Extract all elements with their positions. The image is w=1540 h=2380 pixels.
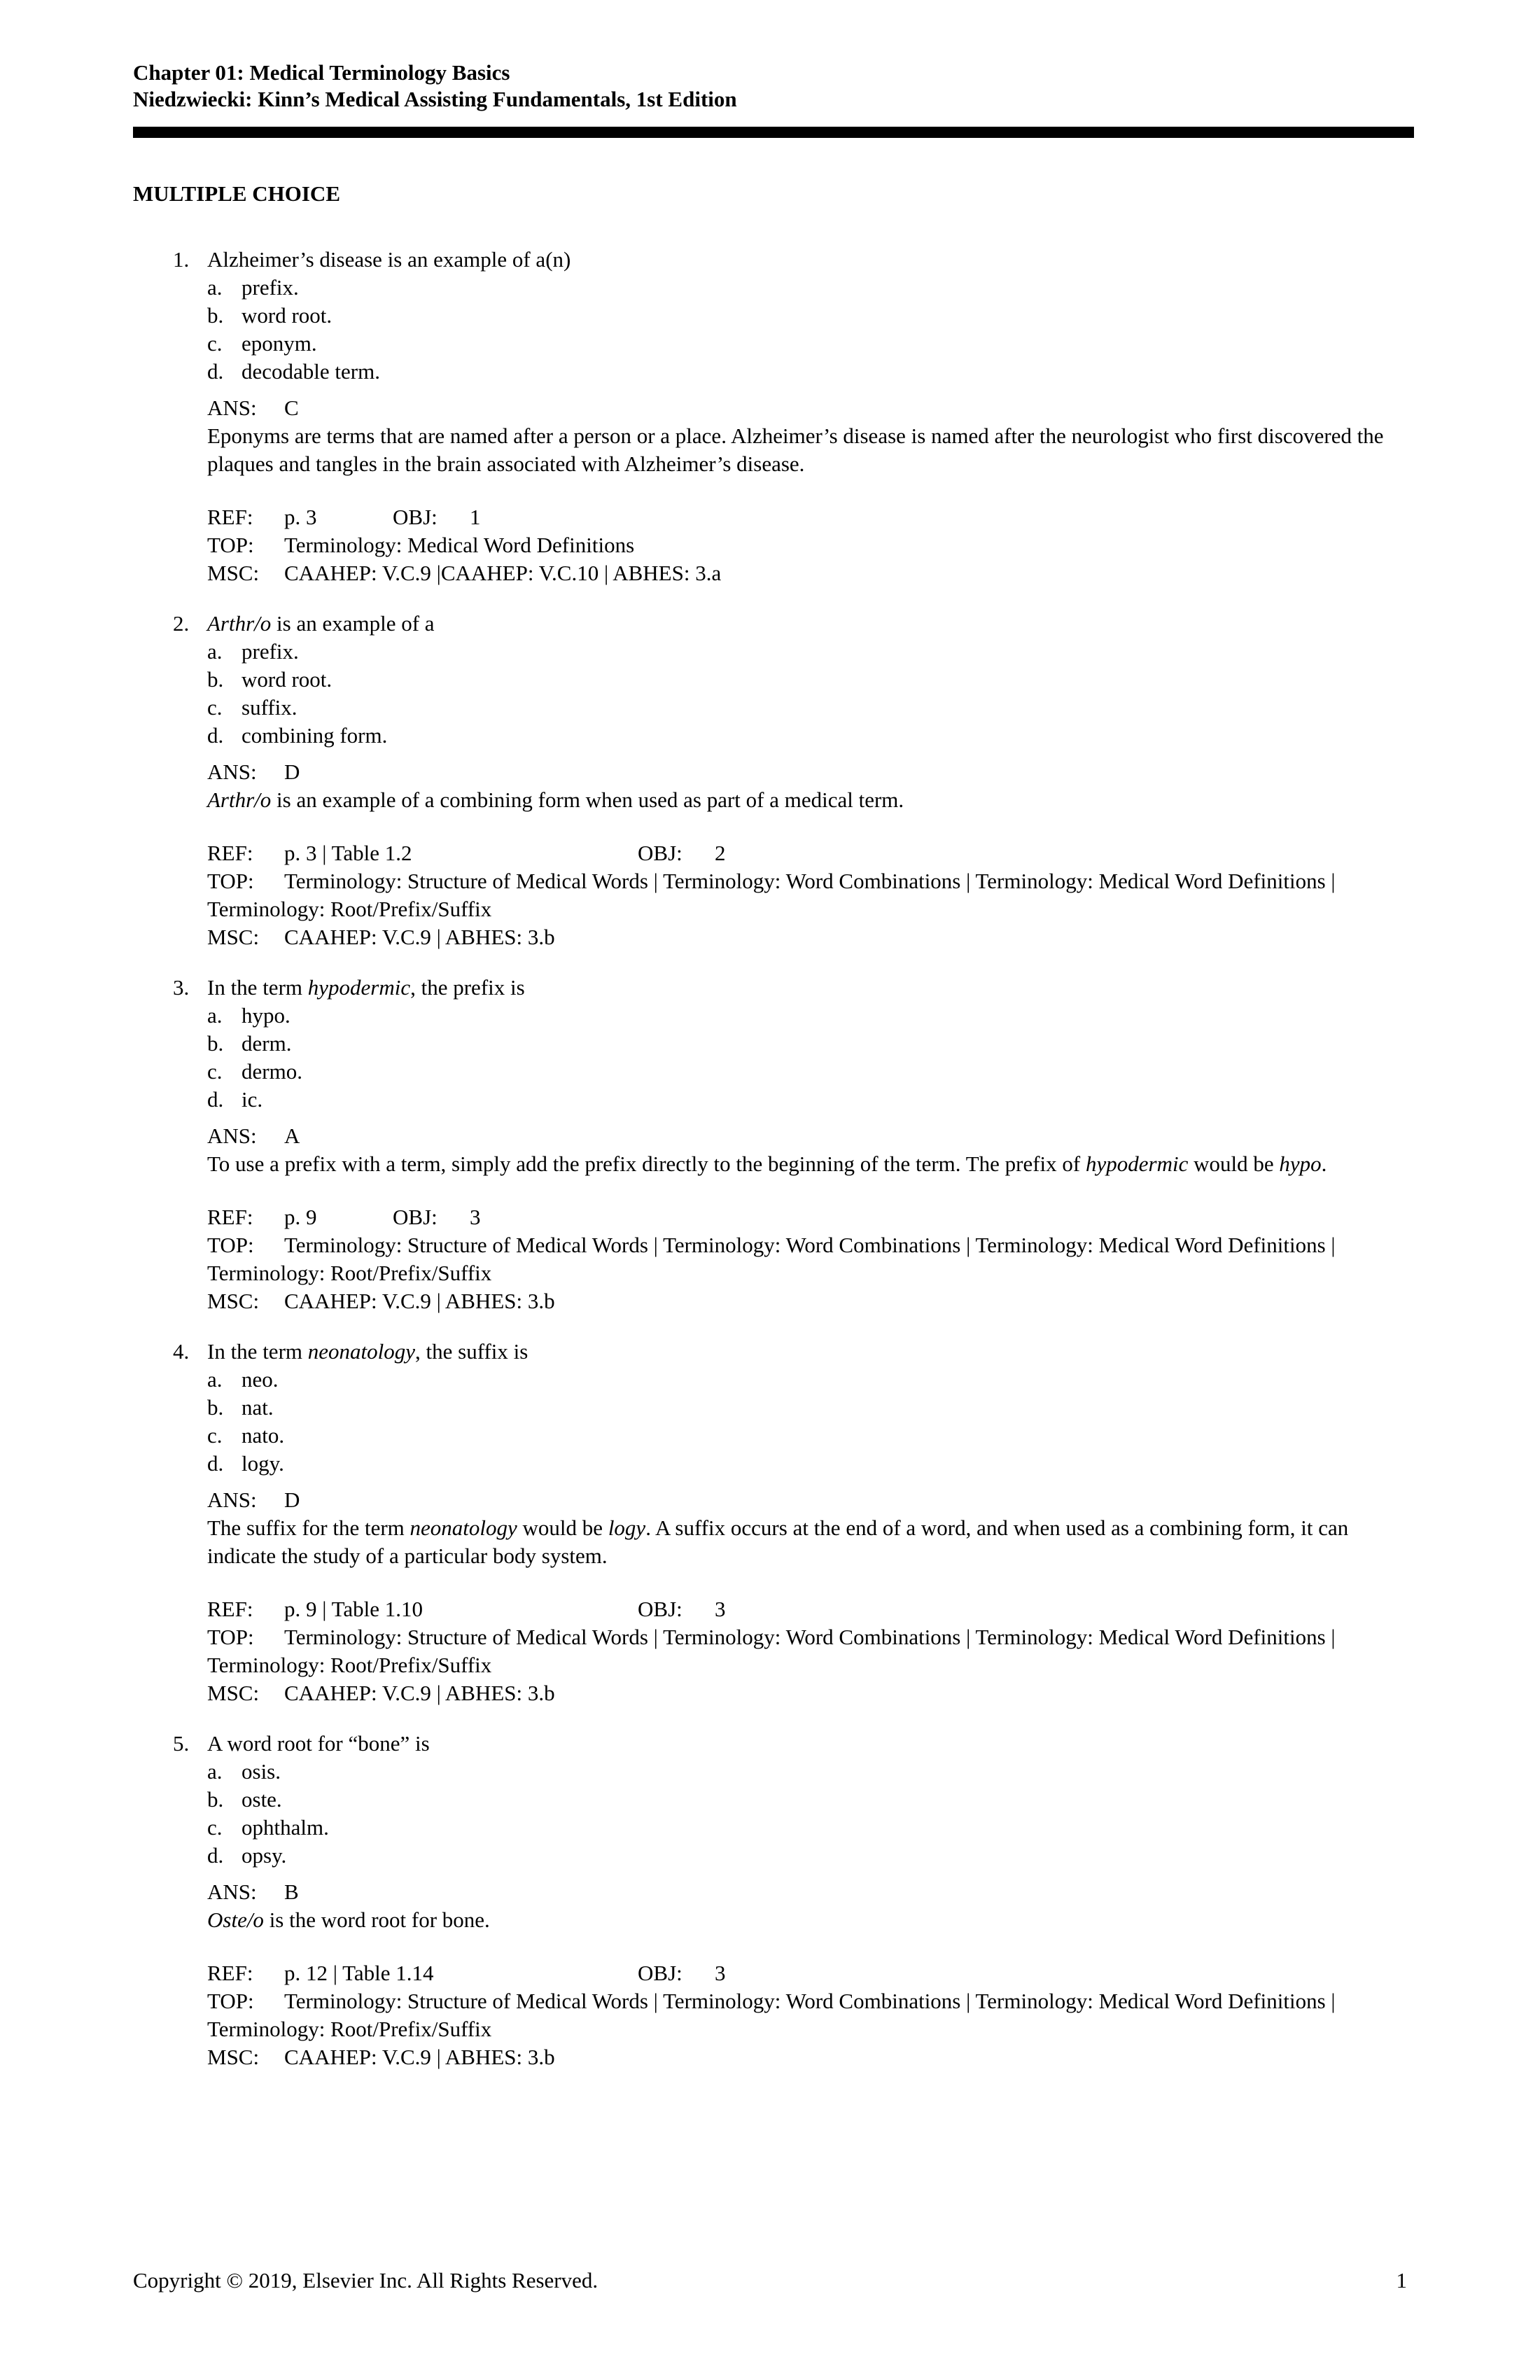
- answer-label: ANS:: [207, 1488, 257, 1512]
- option-letter: a.: [207, 1759, 223, 1784]
- ref-row: [207, 1595, 1414, 1623]
- question-stem-row: [133, 610, 1414, 638]
- section-title: MULTIPLE CHOICE: [133, 181, 340, 206]
- answer-label: ANS:: [207, 760, 257, 784]
- option-row: [133, 638, 1414, 666]
- feedback-text: Eponyms are terms that are named after a person or a place. Alzheimer’s disease is named after the neurologist who first discovered the plaques and tangles in the brain associated with Alzheimer’s disease.: [207, 424, 1384, 476]
- option-letter: d.: [207, 1451, 224, 1476]
- ref-label: REF:: [207, 1961, 253, 1985]
- ref-label: REF:: [207, 841, 253, 865]
- option-letter: d.: [207, 723, 224, 748]
- question-number: 3.: [173, 975, 190, 1000]
- option-row: [133, 1058, 1414, 1086]
- option-text: decodable term.: [241, 359, 380, 384]
- ref-label: REF:: [207, 1597, 253, 1621]
- option-text: prefix.: [241, 275, 299, 300]
- question-stem: In the term hypodermic, the prefix is: [207, 975, 525, 1000]
- answer-row: [207, 1122, 1414, 1150]
- question-number: 5.: [173, 1731, 190, 1756]
- obj-label: OBJ:: [638, 1961, 682, 1985]
- obj-label: OBJ:: [638, 1597, 682, 1621]
- header-title: Chapter 01: Medical Terminology Basics: [133, 60, 510, 85]
- option-text: dermo.: [241, 1059, 302, 1084]
- option-row: [133, 694, 1414, 722]
- option-letter: a.: [207, 1367, 223, 1392]
- question-5: [133, 1730, 1414, 2071]
- answer-value: D: [284, 1488, 300, 1512]
- option-letter: c.: [207, 695, 223, 720]
- question-3: [133, 974, 1414, 1315]
- msc-value: CAAHEP: V.C.9 | ABHES: 3.b: [284, 1289, 555, 1313]
- option-row: [133, 1422, 1414, 1450]
- obj-label: OBJ:: [638, 841, 682, 865]
- top-row: [207, 1231, 1414, 1287]
- option-text: hypo.: [241, 1003, 290, 1028]
- option-text: combining form.: [241, 723, 388, 748]
- feedback-text: Arthr/o is an example of a combining form when used as part of a medical term.: [207, 788, 904, 812]
- ref-row: [207, 503, 1414, 531]
- obj-value: 3: [715, 1961, 726, 1985]
- question-number: 2.: [173, 611, 190, 636]
- question-1: [133, 246, 1414, 587]
- answer-value: C: [284, 396, 299, 420]
- question-stem: In the term neonatology, the suffix is: [207, 1339, 528, 1364]
- top-label: TOP:: [207, 1989, 254, 2013]
- feedback-text: Oste/o is the word root for bone.: [207, 1907, 490, 1932]
- ref-row: [207, 839, 1414, 867]
- option-row: [133, 1814, 1414, 1842]
- question-stem: Alzheimer’s disease is an example of a(n): [207, 247, 571, 272]
- top-label: TOP:: [207, 1625, 254, 1649]
- answer-label: ANS:: [207, 396, 257, 420]
- option-row: [133, 1758, 1414, 1786]
- msc-row: [207, 2043, 1414, 2071]
- option-letter: a.: [207, 1003, 223, 1028]
- option-row: [133, 1086, 1414, 1114]
- obj-value: 2: [715, 841, 726, 865]
- msc-row: [207, 559, 1414, 587]
- question-stem: Arthr/o is an example of a: [207, 611, 435, 636]
- question-stem-row: [133, 1730, 1414, 1758]
- msc-label: MSC:: [207, 1681, 260, 1705]
- option-text: oste.: [241, 1787, 282, 1812]
- ref-row: [207, 1959, 1414, 1987]
- question-number: 1.: [173, 247, 190, 272]
- answer-row: [207, 1878, 1414, 1906]
- option-text: ophthalm.: [241, 1815, 329, 1840]
- option-letter: b.: [207, 303, 224, 328]
- question-number: 4.: [173, 1339, 190, 1364]
- top-row: [207, 531, 1414, 559]
- msc-row: [207, 1679, 1414, 1707]
- answer-row: [207, 1486, 1414, 1514]
- footer-copyright: Copyright © 2019, Elsevier Inc. All Rights Reserved.: [133, 2268, 598, 2292]
- option-row: [133, 1394, 1414, 1422]
- top-label: TOP:: [207, 1233, 254, 1257]
- top-value: Terminology: Medical Word Definitions: [284, 533, 635, 557]
- option-row: [133, 1002, 1414, 1030]
- question-2: [133, 610, 1414, 951]
- ref-value: p. 9 | Table 1.10: [284, 1597, 424, 1621]
- msc-value: CAAHEP: V.C.9 | ABHES: 3.b: [284, 925, 555, 949]
- top-label: TOP:: [207, 869, 254, 893]
- question-4: [133, 1338, 1414, 1707]
- option-letter: d.: [207, 1843, 224, 1868]
- ref-label: REF:: [207, 1205, 253, 1229]
- msc-value: CAAHEP: V.C.9 |CAAHEP: V.C.10 | ABHES: 3.a: [284, 561, 722, 585]
- msc-label: MSC:: [207, 925, 260, 949]
- option-row: [133, 358, 1414, 386]
- obj-label: OBJ:: [393, 1205, 438, 1229]
- msc-label: MSC:: [207, 1289, 260, 1313]
- option-text: derm.: [241, 1031, 292, 1056]
- option-row: [133, 274, 1414, 302]
- top-value: Terminology: Structure of Medical Words | Terminology: Word Combinations | Terminology: Medical Word Definitions | Terminology: Root/Prefix/Suffix: [207, 869, 1336, 921]
- ref-label: REF:: [207, 505, 253, 529]
- msc-value: CAAHEP: V.C.9 | ABHES: 3.b: [284, 1681, 555, 1705]
- msc-value: CAAHEP: V.C.9 | ABHES: 3.b: [284, 2045, 555, 2069]
- top-value: Terminology: Structure of Medical Words | Terminology: Word Combinations | Terminology: Medical Word Definitions | Terminology: Root/Prefix/Suffix: [207, 1989, 1336, 2041]
- top-row: [207, 1987, 1414, 2043]
- option-text: word root.: [241, 667, 332, 692]
- answer-row: [207, 394, 1414, 422]
- option-text: neo.: [241, 1367, 279, 1392]
- option-text: nat.: [241, 1395, 274, 1420]
- option-text: word root.: [241, 303, 332, 328]
- top-row: [207, 867, 1414, 923]
- option-text: logy.: [241, 1451, 284, 1476]
- option-row: [133, 666, 1414, 694]
- msc-row: [207, 923, 1414, 951]
- ref-value: p. 3: [284, 505, 317, 529]
- top-value: Terminology: Structure of Medical Words | Terminology: Word Combinations | Terminology: Medical Word Definitions | Terminology: Root/Prefix/Suffix: [207, 1233, 1336, 1285]
- option-text: ic.: [241, 1087, 263, 1112]
- obj-value: 1: [470, 505, 481, 529]
- top-row: [207, 1623, 1414, 1679]
- question-stem-row: [133, 974, 1414, 1002]
- option-text: osis.: [241, 1759, 281, 1784]
- top-value: Terminology: Structure of Medical Words | Terminology: Word Combinations | Terminology: Medical Word Definitions | Terminology: Root/Prefix/Suffix: [207, 1625, 1336, 1677]
- answer-row: [207, 758, 1414, 786]
- option-letter: a.: [207, 275, 223, 300]
- option-text: opsy.: [241, 1843, 287, 1868]
- option-letter: a.: [207, 639, 223, 664]
- option-letter: b.: [207, 1787, 224, 1812]
- option-letter: c.: [207, 1059, 223, 1084]
- answer-value: A: [284, 1124, 300, 1148]
- option-letter: b.: [207, 667, 224, 692]
- option-row: [133, 1030, 1414, 1058]
- question-stem: A word root for “bone” is: [207, 1731, 430, 1756]
- option-letter: c.: [207, 1423, 223, 1448]
- feedback-text: The suffix for the term neonatology would be logy. A suffix occurs at the end of a word, and when used as a combining form, it can indicate the study of a particular body system.: [207, 1516, 1349, 1568]
- option-text: prefix.: [241, 639, 299, 664]
- option-text: suffix.: [241, 695, 298, 720]
- option-text: nato.: [241, 1423, 285, 1448]
- page-footer: [133, 2267, 1407, 2295]
- option-row: [133, 1842, 1414, 1870]
- option-letter: b.: [207, 1031, 224, 1056]
- option-row: [133, 1786, 1414, 1814]
- answer-value: D: [284, 760, 300, 784]
- footer-page-number: 1: [1396, 2268, 1407, 2292]
- ref-value: p. 9: [284, 1205, 317, 1229]
- msc-label: MSC:: [207, 2045, 260, 2069]
- option-letter: d.: [207, 359, 224, 384]
- option-letter: c.: [207, 331, 223, 356]
- answer-label: ANS:: [207, 1879, 257, 1904]
- answer-value: B: [284, 1879, 299, 1904]
- option-row: [133, 1450, 1414, 1478]
- option-text: eponym.: [241, 331, 317, 356]
- option-letter: c.: [207, 1815, 223, 1840]
- msc-label: MSC:: [207, 561, 260, 585]
- option-row: [133, 1366, 1414, 1394]
- option-letter: b.: [207, 1395, 224, 1420]
- header-subtitle: Niedzwiecki: Kinn’s Medical Assisting Fundamentals, 1st Edition: [133, 87, 737, 111]
- answer-label: ANS:: [207, 1124, 257, 1148]
- question-stem-row: [133, 246, 1414, 274]
- feedback-text: To use a prefix with a term, simply add the prefix directly to the beginning of the term. The prefix of hypodermic would be hypo.: [207, 1152, 1327, 1176]
- ref-value: p. 3 | Table 1.2: [284, 841, 412, 865]
- obj-value: 3: [470, 1205, 481, 1229]
- question-stem-row: [133, 1338, 1414, 1366]
- ref-row: [207, 1203, 1414, 1231]
- obj-value: 3: [715, 1597, 726, 1621]
- msc-row: [207, 1287, 1414, 1315]
- header-rule: [133, 127, 1414, 138]
- option-letter: d.: [207, 1087, 224, 1112]
- obj-label: OBJ:: [393, 505, 438, 529]
- option-row: [133, 302, 1414, 330]
- ref-value: p. 12 | Table 1.14: [284, 1961, 434, 1985]
- option-row: [133, 722, 1414, 750]
- option-row: [133, 330, 1414, 358]
- top-label: TOP:: [207, 533, 254, 557]
